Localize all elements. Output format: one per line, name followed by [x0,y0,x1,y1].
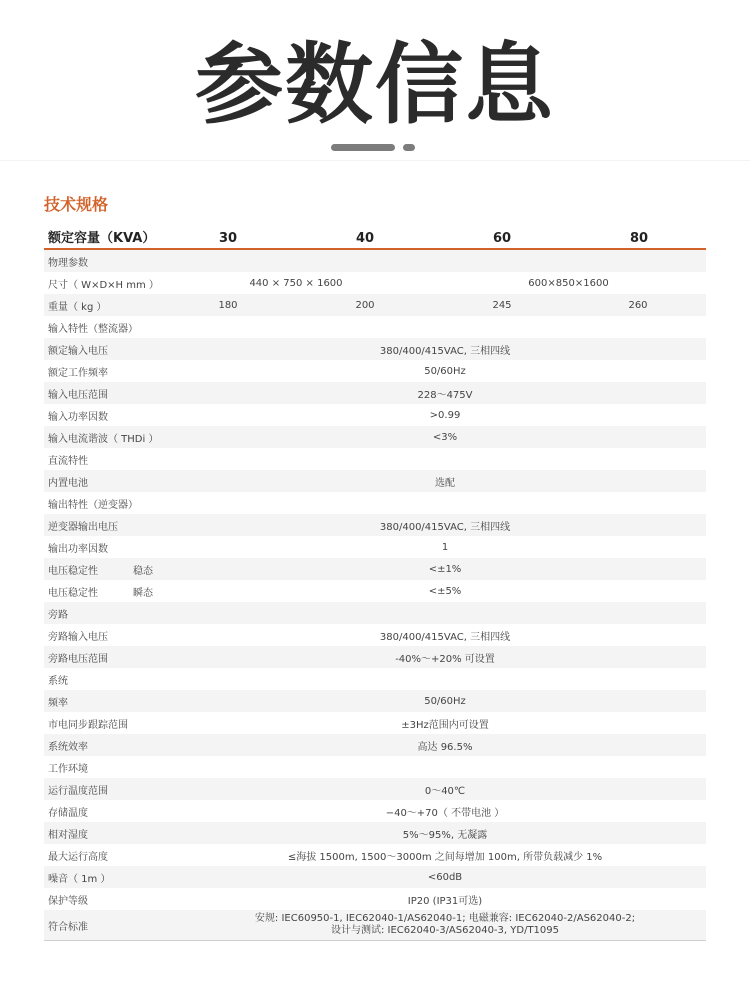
row-value: <60dB [427,871,463,883]
table-row [44,712,706,734]
table-row [44,558,706,580]
cell-size-60-80: 600×850×1600 [528,277,609,289]
row-value: 5%～95%, 无凝露 [402,829,488,841]
row-label: 系统 [48,675,68,687]
header-col-60: 60 [493,231,512,246]
table-row [44,800,706,822]
row-value: 380/400/415VAC, 三相四线 [379,521,511,533]
row-value: 380/400/415VAC, 三相四线 [379,345,511,357]
row-label: 旁路 [48,609,68,621]
row-label: 最大运行高度 [48,851,108,863]
cell-size-30-40: 440 × 750 × 1600 [249,277,343,289]
row-label: 物理参数 [48,257,88,269]
row-value: <±5% [428,585,462,597]
header-col-80: 80 [630,231,649,246]
table-row-section [44,602,706,624]
cell-weight-40: 200 [355,299,375,311]
table-row [44,734,706,756]
row-sublabel: 瞬态 [133,587,153,599]
row-value: 高达 96.5% [417,741,473,753]
row-sublabel: 稳态 [133,565,153,577]
table-row [44,910,706,940]
row-label: 输出特性（逆变器） [48,499,138,511]
row-value: <±1% [428,563,462,575]
row-label: 频率 [48,697,68,709]
spec-table [44,228,706,941]
table-row [44,888,706,910]
table-row [44,646,706,668]
row-value: 0～40℃ [424,785,466,797]
header-col-40: 40 [356,231,375,246]
header-divider [0,160,750,161]
row-label: 存储温度 [48,807,88,819]
table-header [44,228,706,250]
row-label: 符合标准 [48,921,88,933]
row-value: ±3Hz范围内可设置 [401,719,489,731]
row-label: 重量（ kg ） [48,301,107,313]
standards-line-2: 设计与测试: IEC62040-3/AS62040-3, YD/T1095 [330,925,559,936]
table-row [44,822,706,844]
row-value: 228～475V [417,389,473,401]
table-row-section [44,448,706,470]
row-label: 工作环境 [48,763,88,775]
row-value: >0.99 [429,409,461,421]
row-label: 电压稳定性 [48,565,98,577]
row-value: IP20 (IP31可选) [407,895,483,907]
row-label: 输出功率因数 [48,543,108,555]
table-row [44,338,706,360]
table-row [44,778,706,800]
table-row [44,844,706,866]
cell-weight-80: 260 [628,299,648,311]
cell-weight-60: 245 [492,299,512,311]
table-row [44,514,706,536]
page-title: 参数信息 [194,33,555,136]
table-row-section [44,668,706,690]
table-row-section [44,250,706,272]
row-value: -40%～+20% 可设置 [395,653,495,665]
row-label: 额定输入电压 [48,345,108,357]
row-label: 输入电压范围 [48,389,108,401]
header-label: 额定容量（KVA） [48,231,156,246]
table-row [44,624,706,646]
row-value: −40～+70（ 不带电池 ） [385,807,505,819]
underline-short-bar [403,144,415,151]
section-title: 技术规格 [44,195,109,214]
table-bottom-border [44,940,706,941]
table-row [44,272,706,294]
row-value: 选配 [435,477,455,489]
table-row [44,382,706,404]
row-label: 逆变器输出电压 [48,521,118,533]
row-label: 直流特性 [48,455,88,467]
table-row-section [44,756,706,778]
table-row-section [44,492,706,514]
row-value: ≤海拔 1500m, 1500～3000m 之间每增加 100m, 所带负载减少 1% [287,851,603,863]
table-row [44,690,706,712]
header-col-30: 30 [219,231,238,246]
row-label: 电压稳定性 [48,587,98,599]
row-label: 尺寸（ W×D×H mm ） [48,279,159,291]
row-label: 输入电流谐波（ THDi ） [48,433,159,445]
table-row [44,536,706,558]
row-label: 额定工作频率 [48,367,108,379]
row-value: 1 [441,541,449,553]
row-value-multiline [184,913,706,937]
row-label: 保护等级 [48,895,88,907]
table-row-section [44,316,706,338]
row-value: 50/60Hz [424,365,466,377]
title-underline [331,144,415,151]
row-value: 380/400/415VAC, 三相四线 [379,631,511,643]
cell-weight-30: 180 [218,299,238,311]
row-value: 50/60Hz [424,695,466,707]
row-label: 输入功率因数 [48,411,108,423]
row-value: <3% [432,431,458,443]
row-label: 相对湿度 [48,829,88,841]
table-row [44,580,706,602]
row-label: 旁路输入电压 [48,631,108,643]
row-label: 内置电池 [48,477,88,489]
table-row [44,294,706,316]
table-row [44,426,706,448]
underline-long-bar [331,144,395,151]
row-label: 系统效率 [48,741,88,753]
standards-line-1: 安规: IEC60950-1, IEC62040-1/AS62040-1; 电磁兼容: IEC62040-2/AS62040-2; [254,913,636,924]
row-label: 旁路电压范围 [48,653,108,665]
table-row [44,360,706,382]
row-label: 噪音（ 1m ） [48,873,111,885]
row-label: 输入特性（整流器） [48,323,138,335]
row-label: 市电同步跟踪范围 [48,719,128,731]
table-row [44,866,706,888]
table-row [44,404,706,426]
table-row [44,470,706,492]
row-label: 运行温度范围 [48,785,108,797]
